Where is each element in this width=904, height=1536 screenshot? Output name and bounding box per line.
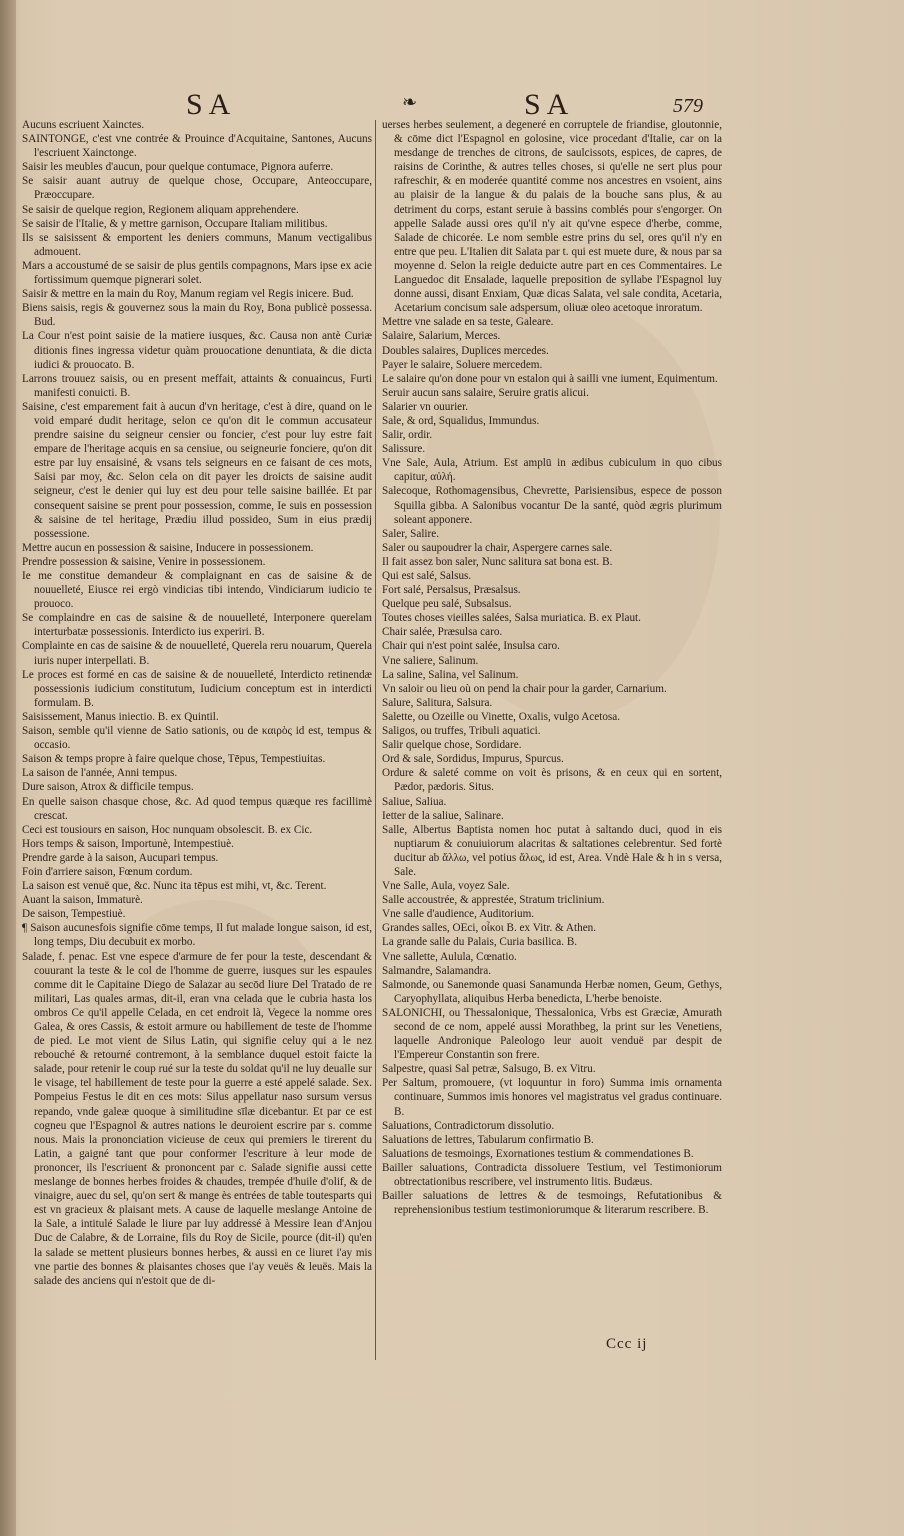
- dictionary-entry: La saison de l'année, Anni tempus.: [22, 767, 178, 780]
- dictionary-entry: uerses herbes seulement, a degeneré en corruptele de friandise, gloutonnie, & cōme dict l'Espagnol en golosine, vice procedant d'Italie, car on la mesdange de trenches de citrons, de saulcissots, espices, de capres, de raisins de Corinthe, & autres telles choses, si qu'elle ne sert plus pour rafreschir, & en moderée quantité comme nos ancestres en vsoient, ains au plaisir de la langue & du palais de la bouche sans plus, & au detriment du corps, estant seruie à bassins comblés pour s'engorger. On appelle Salade aussi ores qu'il n'y ait qu'vne espece d'herbe, comme, Salade de chicorée. Le nom semble estre prins du sel, ores qu'il n'y en entre que peu. L'Italien dit Salata par t. qui est muete dure, & nous par sa moyenne d. Selon la reigle deduicte autre part en ces Commentaires. Le Languedoc dit Ensalade, laquelle preposition de syllabe l'Espagnol luy donne aussi, disant Enxiam, Quæ dicas Salata, vel sale condita, Acetaria, Acetarium concisum sale adspersum, oliuæ oleo acetoque inroratum.: [382, 119, 722, 315]
- dictionary-entry: De saison, Tempestiuè.: [22, 908, 126, 921]
- dictionary-entry: Saluations, Contradictorum dissolutio.: [382, 1119, 555, 1132]
- dictionary-entry: Larrons trouuez saisis, ou en present meffait, attaints & conuaincus, Furti manifesti conuicti. B.: [22, 372, 372, 399]
- fleuron-ornament: ❧: [402, 92, 418, 113]
- dictionary-entry: Saluations de lettres, Tabularum confirmatio B.: [382, 1133, 594, 1146]
- dictionary-entry: Aucuns escriuent Xainctes.: [22, 119, 145, 131]
- dictionary-entry: Biens saisis, regis & gouvernez sous la main du Roy, Bona publicè possessa. Bud.: [22, 302, 372, 329]
- dictionary-entry: Saison & temps propre à faire quelque chose, Tēpus, Tempestiuitas.: [22, 753, 326, 766]
- dictionary-entry: Ord & sale, Sordidus, Impurus, Spurcus.: [382, 753, 564, 766]
- dictionary-entry: Salaire, Salarium, Merces.: [382, 330, 501, 343]
- dictionary-entry: Salette, ou Ozeille ou Vinette, Oxalis, vulgo Acetosa.: [382, 710, 621, 723]
- dictionary-entry: Vne saliere, Salinum.: [382, 654, 479, 667]
- dictionary-entry: Se saisir auant autruy de quelque chose, Occupare, Anteoccupare, Præoccupare.: [22, 175, 372, 202]
- dictionary-entry: Mettre vne salade en sa teste, Galeare.: [382, 316, 554, 329]
- dictionary-entry: Vne salle d'audience, Auditorium.: [382, 908, 535, 921]
- dictionary-entry: Le proces est formé en cas de saisine & de nouuelleté, Interdicto retinendæ possessionis iudicium constitutum, Iudicium conceptum est in interdicti formulam. B.: [22, 668, 372, 709]
- dictionary-entry: Saison, semble qu'il vienne de Satio sationis, ou de καιρὸς id est, tempus & occasio.: [22, 725, 372, 752]
- dictionary-entry: Doubles salaires, Duplices mercedes.: [382, 344, 549, 357]
- page-gutter: [0, 0, 16, 1536]
- dictionary-entry: Auant la saison, Immaturè.: [22, 894, 143, 907]
- dictionary-entry: Bailler saluations de lettres & de tesmoings, Refutationibus & reprehensionibus testium testimoniorumque & literarum rescribere. B.: [382, 1190, 722, 1217]
- dictionary-entry: La Cour n'est point saisie de la matiere iusques, &c. Causa non antè Curiæ ditionis fines ingressa videtur quàm prouocatione denuntiata, & die dicta iudici & prouocato. B.: [22, 330, 372, 371]
- column-divider: [375, 120, 376, 1360]
- dictionary-entry: Ceci est tousiours en saison, Hoc nunquam obsolescit. B. ex Cic.: [22, 823, 313, 836]
- dictionary-entry: Bailler saluations, Contradicta dissoluere Testium, vel Testimoniorum obtrectationibus rescribere, vel instrumento litis. Budæus.: [382, 1161, 722, 1189]
- signature-mark: Ccc ij: [606, 1336, 648, 1352]
- dictionary-entry: Saisir les meubles d'aucun, pour quelque contumace, Pignora auferre.: [22, 161, 334, 174]
- dictionary-entry: Sale, & ord, Squalidus, Immundus.: [382, 414, 540, 427]
- dictionary-entry: Vn saloir ou lieu où on pend la chair pour la garder, Carnarium.: [382, 682, 667, 695]
- dictionary-entry: Saler ou saupoudrer la chair, Aspergere carnes sale.: [382, 541, 613, 554]
- dictionary-entry: Foin d'arriere saison, Fœnum cordum.: [22, 865, 193, 878]
- dictionary-entry: Saligos, ou truffes, Tribuli aquatici.: [382, 725, 541, 738]
- dictionary-entry: Chair salée, Præsulsa caro.: [382, 626, 503, 639]
- dictionary-entry: Saler, Salire.: [382, 527, 440, 540]
- dictionary-entry: Hors temps & saison, Importunè, Intempestiuè.: [22, 837, 234, 850]
- dictionary-entry: Vne Salle, Aula, voyez Sale.: [382, 880, 510, 893]
- dictionary-entry: Ietter de la saliue, Salinare.: [382, 809, 504, 822]
- dictionary-entry: Seruir aucun sans salaire, Seruire gratis alicui.: [382, 386, 589, 399]
- dictionary-entry: Saisine, c'est emparement fait à aucun d'vn heritage, c'est à dire, quand on le void emparé dudit heritage, selon ce qu'on dit le commun accusateur prendre saisine du seigneur censier ou foncier, c'est pour luy estre fait empare de l'heritage acquis en sa censiue, ou seigneurie fonciere, qu'on dit estre par luy ensaisiné, & vsans tels seigneurs en ce faisant de ces mots, Saisi par moy, &c. Selon cela on dit payer les droicts de saisine audit seigneur, c'est le denier qui luy est deu pour telle saisine baillée. Et par consequent saisine se prent pour possession, comme, Ie suis en possession & saisine de tel heritage, Prædiu illud possideo, Sum in eius prædij possessione.: [22, 400, 372, 540]
- dictionary-entry: Salpestre, quasi Sal petræ, Salsugo, B. ex Vitru.: [382, 1063, 596, 1076]
- dictionary-entry: La saline, Salina, vel Salinum.: [382, 668, 519, 681]
- dictionary-entry: Toutes choses vieilles salées, Salsa muriatica. B. ex Plaut.: [382, 612, 641, 625]
- dictionary-entry: Mettre aucun en possession & saisine, Inducere in possessionem.: [22, 541, 314, 554]
- dictionary-entry: Chair qui n'est point salée, Insulsa caro.: [382, 640, 560, 653]
- dictionary-entry: Ils se saisissent & emportent les deniers communs, Manum vectigalibus admouent.: [22, 231, 372, 258]
- dictionary-entry: SAINTONGE, c'est vne contrée & Prouince d'Acquitaine, Santones, Aucuns l'escriuent Xainctonge.: [22, 133, 372, 160]
- left-column: [22, 118, 372, 1288]
- dictionary-entry: SALONICHI, ou Thessalonique, Thessalonica, Vrbs est Græciæ, Amurath second de ce nom, appelé aussi Morathbeg, la print sur les Venetiens, laquelle Andronique Paleologo leur auoit venduë par despit de l'Empereur Constantin son frere.: [382, 1006, 722, 1062]
- dictionary-entry: En quelle saison chasque chose, &c. Ad quod tempus quæque res facillimè crescat.: [22, 795, 372, 822]
- running-head-right: SA: [524, 88, 575, 121]
- dictionary-entry: ¶ Saison aucunesfois signifie cōme temps, Il fut malade longue saison, id est, long temps, Diu decubuit ex morbo.: [22, 922, 372, 949]
- dictionary-entry: Se saisir de quelque region, Regionem aliquam apprehendere.: [22, 203, 299, 216]
- dictionary-entry: Salmonde, ou Sanemonde quasi Sanamunda Herbæ nomen, Geum, Gethys, Caryophyllata, aliquibus Herba benedicta, L'herbe benoiste.: [382, 978, 722, 1005]
- dictionary-entry: Dure saison, Atrox & difficile tempus.: [22, 781, 194, 794]
- dictionary-entry: Salir quelque chose, Sordidare.: [382, 739, 522, 752]
- dictionary-entry: Saliue, Saliua.: [382, 795, 447, 808]
- dictionary-entry: Il fait assez bon saler, Nunc salitura sat bona est. B.: [382, 555, 613, 568]
- dictionary-entry: La grande salle du Palais, Curia basilica. B.: [382, 936, 578, 949]
- dictionary-entry: Salmandre, Salamandra.: [382, 964, 492, 977]
- dictionary-entry: Quelque peu salé, Subsalsus.: [382, 598, 512, 611]
- dictionary-entry: La saison est venuë que, &c. Nunc ita tēpus est mihi, vt, &c. Terent.: [22, 880, 327, 893]
- dictionary-entry: Salissure.: [382, 443, 426, 456]
- dictionary-entry: Se complaindre en cas de saisine & de nouuelleté, Interponere querelam interturbatæ possessionis. Interdicto ius experiri. B.: [22, 612, 372, 639]
- dictionary-entry: Se saisir de l'Italie, & y mettre garnison, Occupare Italiam militibus.: [22, 217, 328, 230]
- right-column: [382, 118, 722, 1217]
- dictionary-entry: Salir, ordir.: [382, 429, 433, 442]
- dictionary-entry: Salle, Albertus Baptista nomen hoc putat à saltando duci, quod in eis nuptiarum & conuiuiorum alacritas & saltationes celebrentur. Sed fortè ducitur ab ἅλλω, vel potius ἅλως, id est, Area. Vndè Hale & h in s versa, Sale.: [382, 823, 722, 878]
- dictionary-entry: Salecoque, Rothomagensibus, Chevrette, Parisiensibus, espece de posson Squilla gibba. A Salonibus vocantur De la santé, quòd ægris plurimum soleant apponere.: [382, 485, 722, 526]
- dictionary-entry: Salade, f. penac. Est vne espece d'armure de fer pour la teste, descendant & couurant la teste & le col de l'homme de guerre, iusques sur les espaules comme dit le Capitaine Diego de Salazar au secōd liure Del Tratado de re militari, Las quales armas, dit-il, eran vna celada que le cubria hasta los ombros Ce qu'il appelle Celada, en cet endroit là, Vegece la nomme ores Galea, & ores Cassis, & estoit armure ou habillement de teste de l'homme de pied. Le mot vient de Silus Latin, qui signifie celuy qui a le nez rebouché & retourné contremont, à la semblance duquel estoit faicte la salade, pour retenir le coup rué sur la teste du soldat qu'il ne luy deualle sur le visage, tel habillement de teste pour la guerre a esté appelé salade. Sex. Pompeius Festus le dit en ces mots: Silus appellatur naso sursum versus repando, vnde galeæ quoque à similitudine sīlæ dicebantur. Et par ce est cogneu que l'Espagnol & autres nations le deuroient escrire par s. comme nous. Mais la prononciation vicieuse de ceux qui premiers le tirerent du Latin, a gaigné tant que pour conformer l'escriture à leur mode de prononcer, ils l'escriuent & prononcent par c. Salade signifie aussi cette meslange de bonnes herbes froides & chaudes, trempée d'huile d'olif, & de vinaigre, auec du sel, qu'on sert & mange ès entrées de table toutesparts qui est vn gracieux & plaisant mets. A cause de laquelle meslange Antoine de la Sale, a intitulé Salade le liure par luy addressé à Messire Iean d'Anjou Duc de Calabre, & de Lorraine, fils du Roy de Sicile, pource (dit-il) qu'en la salade se mettent plusieurs bonnes herbes, & aussi en ce liuret i'ay mis vne partie des bonnes & plaisantes choses que i'ay veuës & leuës. Mais la salade des anciens qui n'estoit que de di-: [22, 950, 372, 1287]
- dictionary-entry: Salure, Salitura, Salsura.: [382, 696, 493, 709]
- running-head-left: SA: [186, 88, 237, 121]
- dictionary-entry: Saisir & mettre en la main du Roy, Manum regiam vel Regis inicere. Bud.: [22, 288, 354, 301]
- dictionary-entry: Payer le salaire, Soluere mercedem.: [382, 358, 543, 371]
- dictionary-entry: Ie me constitue demandeur & complaignant en cas de saisine & de nouuelleté, Eiusce rei ergò vindicias tibi intendo, Vindiciarum iudicio te prouoco.: [22, 570, 372, 611]
- dictionary-entry: Le salaire qu'on done pour vn estalon qui à sailli vne iument, Equimentum.: [382, 372, 718, 385]
- dictionary-entry: Per Saltum, promouere, (vt loquuntur in foro) Summa imis ornamenta continuare, Summos imis honores vel magistratus vel gradus continuare. B.: [382, 1077, 722, 1118]
- dictionary-entry: Grandes salles, OEci, οἶκοι B. ex Vitr. & Athen.: [382, 922, 597, 935]
- dictionary-entry: Prendre possession & saisine, Venire in possessionem.: [22, 555, 266, 568]
- dictionary-entry: Complainte en cas de saisine & de nouuelleté, Querela reru nouarum, Querela iuris nuper interpellati. B.: [22, 640, 372, 667]
- dictionary-entry: Vne sallette, Aulula, Cœnatio.: [382, 950, 517, 963]
- dictionary-entry: Vne Sale, Aula, Atrium. Est amplū in ædibus cubiculum in quo cibus capitur, αὐλή.: [382, 457, 722, 484]
- dictionary-entry: Ordure & saleté comme on voit ès prisons, & en ceux qui en sortent, Pædor, pædoris. Situs.: [382, 767, 722, 794]
- dictionary-entry: Mars a accoustumé de se saisir de plus gentils compagnons, Mars ipse ex acie fortissimum quemque pignerari solet.: [22, 259, 372, 287]
- dictionary-entry: Prendre garde à la saison, Aucupari tempus.: [22, 851, 219, 864]
- dictionary-entry: Saisissement, Manus iniectio. B. ex Quintil.: [22, 710, 219, 723]
- dictionary-entry: Saluations de tesmoings, Exornationes testium & commendationes B.: [382, 1147, 694, 1160]
- dictionary-entry: Salarier vn ouurier.: [382, 400, 469, 413]
- dictionary-entry: Salle accoustrée, & apprestée, Stratum triclinium.: [382, 894, 605, 907]
- page-number: 579: [673, 95, 703, 117]
- dictionary-entry: Fort salé, Persalsus, Præsalsus.: [382, 584, 521, 597]
- dictionary-entry: Qui est salé, Salsus.: [382, 570, 472, 582]
